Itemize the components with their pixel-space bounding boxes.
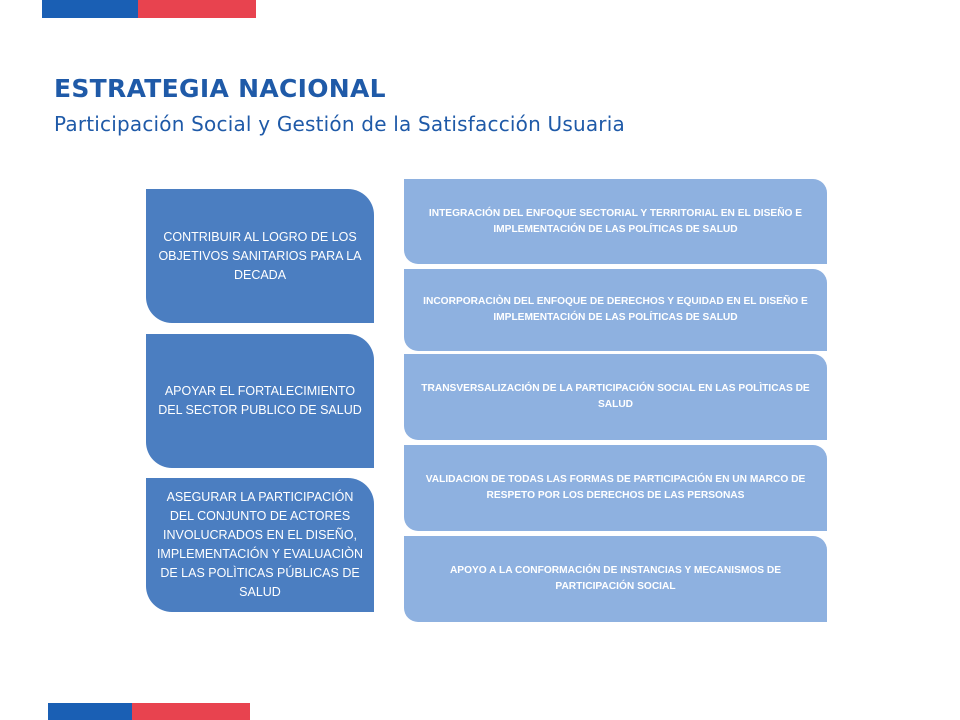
line-label: TRANSVERSALIZACIÓN DE LA PARTICIPACIÓN SOCIAL EN LAS POLÌTICAS DE SALUD xyxy=(421,383,810,410)
top-flag-red-bar xyxy=(138,0,256,18)
bottom-flag-red-bar xyxy=(132,703,250,720)
line-box-sectoral-territorial xyxy=(404,179,827,264)
page-subtitle: Participación Social y Gestión de la Satisfacción Usuaria xyxy=(54,112,625,136)
line-box-mainstreaming xyxy=(404,354,827,440)
line-box-validation xyxy=(404,445,827,531)
line-label: APOYO A LA CONFORMACIÓN DE INSTANCIAS Y MECANISMOS DE PARTICIPACIÓN SOCIAL xyxy=(449,565,782,592)
line-box-rights-equity xyxy=(404,269,827,351)
objective-label: ASEGURAR LA PARTICIPACIÓN DEL CONJUNTO DE ACTORES INVOLUCRADOS EN EL DISEÑO, IMPLEMENTACIÓN Y EVALUACIÒN DE LAS POLÌTICAS PÚBLICAS DE SALUD xyxy=(156,490,364,599)
top-flag-blue-bar xyxy=(42,0,138,18)
objective-box-public-sector xyxy=(146,334,374,468)
page-title: ESTRATEGIA NACIONAL xyxy=(54,74,386,103)
line-label: INCORPORACIÒN DEL ENFOQUE DE DERECHOS Y EQUIDAD EN EL DISEÑO E IMPLEMENTACIÓN DE LAS POLÍTICAS DE SALUD xyxy=(423,296,808,323)
objective-box-participation xyxy=(146,478,374,612)
line-label: VALIDACION DE TODAS LAS FORMAS DE PARTICIPACIÓN EN UN MARCO DE RESPETO POR LOS DERECHOS DE LAS PERSONAS xyxy=(425,474,806,501)
line-box-instances xyxy=(404,536,827,622)
line-label: INTEGRACIÓN DEL ENFOQUE SECTORIAL Y TERRITORIAL EN EL DISEÑO E IMPLEMENTACIÓN DE LAS POLÍTICAS DE SALUD xyxy=(428,207,803,235)
bottom-flag-blue-bar xyxy=(48,703,132,720)
objective-label: CONTRIBUIR AL LOGRO DE LOS OBJETIVOS SANITARIOS PARA LA DECADA xyxy=(158,229,362,282)
objective-box-sanitary-goals xyxy=(146,189,374,323)
objective-label: APOYAR EL FORTALECIMIENTO DEL SECTOR PUBLICO DE SALUD xyxy=(158,384,362,417)
